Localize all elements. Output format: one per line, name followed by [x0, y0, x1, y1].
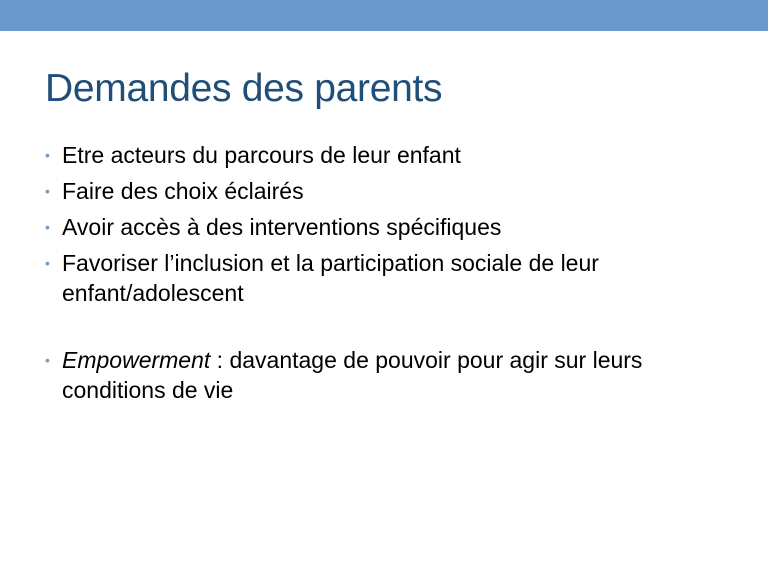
slide-title: Demandes des parents: [45, 67, 443, 110]
empowerment-text: : davantage de pouvoir pour agir sur leurs conditions de vie: [62, 347, 643, 403]
bullet-dot-icon: •: [45, 255, 50, 271]
bullet-text: Etre acteurs du parcours de leur enfant: [62, 142, 461, 168]
bullet-item: [45, 248, 745, 308]
bullet-text: Faire des choix éclairés: [62, 178, 304, 204]
bullet-dot-icon: •: [45, 219, 50, 235]
bullet-item-empowerment: [45, 345, 745, 405]
bullet-list: [45, 140, 745, 411]
empowerment-term: Empowerment: [62, 347, 211, 373]
bullet-dot-icon: •: [45, 147, 50, 163]
bullet-item: [45, 212, 745, 242]
bullet-text: Avoir accès à des interventions spécifiques: [62, 214, 502, 240]
bullet-item: [45, 176, 745, 206]
top-accent-bar: [0, 0, 768, 31]
bullet-text: Favoriser l’inclusion et la participation sociale de leur enfant/adolescent: [62, 250, 599, 306]
bullet-item: [45, 140, 745, 170]
bullet-dot-icon: •: [45, 352, 50, 368]
bullet-dot-icon: •: [45, 183, 50, 199]
